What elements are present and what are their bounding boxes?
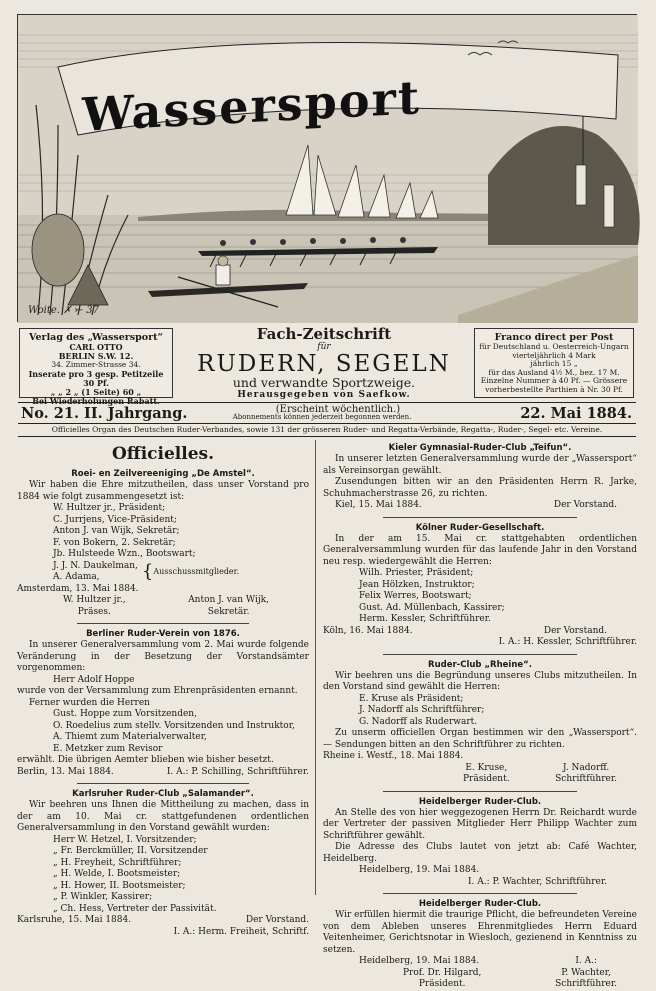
member-group	[17, 561, 309, 584]
member-line: Jean Hölzken, Instruktor;	[359, 579, 475, 590]
masthead-title: Wassersport	[82, 70, 421, 142]
member-line: Herr W. Hetzel, I. Vorsitzender;	[53, 834, 197, 845]
engraver-signature: Woite. ✗ ⤚ 37	[28, 305, 99, 316]
publisher-line: Verlag des „Wassersport“	[29, 332, 163, 343]
divider	[77, 783, 249, 784]
article-text: erwählt. Die übrigen Aemter blieben wie bisher besetzt.	[17, 755, 274, 765]
member-line: E. Metzker zum Revisor	[53, 743, 163, 754]
subscription-note: Abonnements können jederzeit begonnen werden.	[232, 413, 412, 421]
member-line: „ H. Freyheit, Schriftführer;	[53, 857, 182, 868]
signature-name: I. A.: P. Wachter, Schriftführer.	[468, 876, 607, 887]
member-line: J. Nadorff als Schriftführer;	[359, 705, 485, 715]
member-line: Herm. Kessler, Schriftführer.	[359, 614, 491, 624]
signature-name: Der Vorstand.	[553, 500, 617, 510]
article-title: Roei- en Zeilvereeniging „De Amstel“.	[71, 469, 255, 479]
signature-name: J. Nadorff.	[562, 762, 610, 773]
signature-role: Präses.	[77, 606, 111, 617]
masthead-illustration	[17, 14, 637, 322]
publication-subtitle: und verwandte Sportzweige.	[232, 375, 416, 390]
article-title: Berliner Ruder-Verein von 1876.	[86, 629, 240, 639]
signature-role: Präsident.	[418, 979, 466, 989]
member-line: F. von Bokern, 2. Sekretär;	[53, 537, 176, 548]
publisher-address: 34. Zimmer-Strasse 34.	[51, 360, 141, 369]
article-text: Ferner wurden die Herren	[29, 697, 150, 708]
signature-name: Anton J. van Wijk,	[188, 595, 269, 605]
member-line: E. Kruse als Präsident;	[359, 693, 464, 704]
divider	[77, 623, 249, 624]
article-text: Wir haben die Ehre mitzutheilen, dass unser Vorstand pro 1884 wie folgt zusammengesetzt ist:	[17, 480, 309, 502]
section-heading: Officielles.	[111, 444, 215, 464]
member-role: Ausschussmitglieder.	[153, 567, 240, 577]
signature-role: Präsident.	[463, 774, 510, 784]
article-text: In unserer Generalversammlung vom 2. Mai wurde folgende Veränderung in der Besetzung der Vorstandsämter vorgenommen:	[17, 640, 309, 673]
member-line: Anton J. van Wijk, Sekretär;	[53, 526, 180, 536]
signatures	[323, 968, 637, 991]
publisher-box	[19, 328, 173, 406]
article-title: Kölner Ruder-Gesellschaft.	[415, 522, 545, 533]
signature-name: I. A.: H. Kessler, Schriftführer.	[498, 637, 637, 647]
member-line: „ Fr. Berckmüller, II. Vorsitzender	[53, 846, 208, 856]
signature-ia: I. A.:	[575, 956, 597, 966]
issue-number: No. 21. II. Jahrgang.	[21, 405, 188, 422]
divider	[383, 791, 577, 792]
signatures	[323, 763, 637, 786]
ad-price-2: „ „ 2 „ (1 Seite) 60 „	[50, 386, 142, 397]
place-date: Amsterdam, 13. Mai 1884.	[17, 583, 139, 594]
place-signature	[323, 500, 637, 512]
article-text: Herr Adolf Hoppe	[53, 674, 135, 685]
article-title: Heidelberger Ruder-Club.	[418, 796, 542, 807]
signature-name: I. A.: P. Schilling, Schriftführer.	[166, 766, 309, 777]
member-line: A. Thiemt zum Materialverwalter,	[53, 732, 207, 742]
member-line: „ Ch. Hess, Vertreter der Passivität.	[53, 903, 217, 914]
member-line: W. Hultzer jr., Präsident;	[53, 503, 166, 513]
subscription-abroad: für das Ausland 4½ M., bez. 17 M.	[488, 367, 620, 377]
publication-editor: Herausgegeben von Saefkow.	[237, 390, 411, 400]
divider	[383, 517, 577, 518]
subscription-quarterly: vierteljährlich 4 Mark	[512, 350, 596, 360]
place-signature	[323, 626, 637, 638]
publication-header	[176, 326, 472, 400]
member-line: J. J. N. Daukelman,	[53, 560, 138, 571]
place-signature	[323, 956, 637, 968]
member-line: „ P. Winkler, Kassirer;	[53, 892, 153, 902]
article-text: Wir beehren uns Ihnen die Mittheilung zu machen, dass in der am 10. Mai cr. stattgefundenen ordentlichen Generalversammlung in den Vorstand gewählt wurden:	[17, 800, 309, 833]
member-group-role: { Ausschussmitglieder.	[141, 561, 240, 582]
member-line: C. Jurrjens, Vice-Präsident;	[53, 514, 177, 525]
member-line: Gust. Ad. Müllenbach, Kassirer;	[359, 602, 505, 613]
member-line: Gust. Hoppe zum Vorsitzenden,	[53, 709, 197, 719]
member-line: Felix Werres, Bootswart;	[359, 591, 472, 601]
article-text: In der am 15. Mai cr. stattgehabten ordentlichen Generalversammlung wurden für das laufende Jahr in den Vorstand neu resp. wiedergewählt die Herren:	[323, 533, 637, 567]
divider	[383, 893, 577, 894]
article-title: Karlsruher Ruder-Club „Salamander“.	[72, 789, 254, 799]
place-date: Heidelberg, 19. Mai 1884.	[359, 865, 480, 875]
place-date: Heidelberg, 19. Mai 1884.	[359, 956, 480, 966]
single-issue-price: Einzelne Nummer à 40 Pf. — Grössere	[480, 376, 628, 386]
left-column	[17, 440, 309, 938]
article-text: Zu unserm officiellen Organ bestimmen wir den „Wassersport“. — Sendungen bitten an den Schriftführer zu richten.	[323, 728, 637, 750]
divider	[383, 654, 577, 655]
article-text: Wir erfüllen hiermit die traurige Pflicht, die befreundeten Vereine von dem Ableben unseres Ehrenmitgliedes Herrn Eduard Veitenheimer, Gerichtsnotar in Wiesloch, gezienend in Kenntniss zu setzen.	[323, 910, 637, 955]
issue-date: 22. Mai 1884.	[520, 405, 632, 422]
column-divider	[315, 440, 316, 895]
signatures	[17, 595, 309, 618]
publication-fuer: für	[317, 342, 331, 352]
article-title: Heidelberger Ruder-Club.	[418, 899, 542, 909]
publication-type: Fach-Zeitschrift	[256, 325, 392, 343]
member-line: Wilh. Priester, Präsident;	[359, 568, 474, 578]
place-date: Rheine i. Westf., 18. Mai 1884.	[323, 751, 464, 761]
signature-name: E. Kruse,	[465, 762, 508, 773]
article-text: In unserer letzten Generalversammlung wurde der „Wassersport“ als Vereinsorgan gewählt.	[323, 454, 637, 476]
signature-name: Prof. Dr. Hilgard,	[403, 967, 482, 978]
member-line: „ H. Welde, I. Bootsmeister;	[53, 869, 181, 879]
ad-price-1: Inserate pro 3 gesp. Petitzeile 30 Pf.	[28, 368, 164, 388]
member-line: G. Nadorff als Ruderwart.	[359, 716, 478, 727]
place-date: Köln, 16. Mai 1884.	[323, 625, 413, 636]
article-text: Die Adresse des Clubs lautet von jetzt ab: Café Wachter, Heidelberg.	[323, 842, 637, 864]
article-text: Wir beehren uns die Begründung unseres Clubs mitzutheilen. In den Vorstand sind gewählt die Herren:	[323, 670, 637, 692]
place-signature	[17, 915, 309, 927]
signature-name: P. Wachter,	[561, 967, 611, 978]
place-date: Berlin, 13. Mai 1884.	[17, 766, 114, 777]
article-title: Ruder-Club „Rheine“.	[428, 659, 532, 670]
member-line: Jb. Hulsteede Wzn., Bootswart;	[53, 549, 196, 559]
official-organ-line: Officielles Organ des Deutschen Ruder-Verbandes, sowie 131 der grösseren Ruder- und Regatta-Verbände, Regatta-, Ruder-, Segel- etc. Vereine.	[18, 425, 636, 437]
signature-name: I. A.: Herm. Freiheit, Schriftf.	[173, 926, 309, 937]
publication-topics: RUDERN, SEGELN	[197, 351, 451, 377]
publisher-name: CARL OTTO	[69, 342, 123, 352]
ad-discount: Bei Wiederholungen Rabatt.	[32, 395, 160, 406]
subscription-region: für Deutschland u. Oesterreich-Ungarn	[479, 342, 629, 351]
right-column	[323, 440, 637, 991]
article-text: Zusendungen bitten wir an den Präsidenten Herrn R. Jarke, Schuhmacherstrasse 26, zu richten.	[323, 477, 637, 499]
member-line: O. Roedelius zum stellv. Vorsitzenden und Instruktor,	[53, 720, 295, 731]
subscription-title: Franco direct per Post	[494, 332, 614, 343]
signature-name: Der Vorstand.	[543, 625, 607, 636]
engraving-scene	[18, 15, 638, 323]
signature-role: Schriftführer.	[555, 979, 617, 989]
issue-frequency: (Erscheint wöchentlich.)	[275, 404, 401, 415]
publisher-city: BERLIN S.W. 12.	[58, 351, 134, 361]
member-line: A. Adama,	[53, 572, 100, 582]
signature-role: Schriftführer.	[555, 774, 617, 784]
signature-name: W. Hultzer jr.,	[63, 595, 126, 605]
subscription-box	[474, 328, 634, 398]
bulk-price: vorherbestellte Parthien à Nr. 30 Pf.	[485, 384, 623, 394]
signature-name: Der Vorstand.	[245, 915, 309, 925]
subscription-yearly: jährlich 15 „	[530, 359, 578, 369]
member-line: „ H. Hower, II. Bootsmeister;	[53, 880, 186, 891]
place-signature	[17, 767, 309, 779]
article-title: Kieler Gymnasial-Ruder-Club „Teifun“.	[388, 443, 572, 453]
place-date: Karlsruhe, 15. Mai 1884.	[17, 915, 132, 925]
place-date: Kiel, 15. Mai 1884.	[335, 500, 422, 510]
signature-role: Sekretär.	[207, 606, 250, 617]
article-text: wurde von der Versammlung zum Ehrenpräsidenten ernannt.	[17, 686, 298, 696]
article-text: An Stelle des von hier weggezogenen Herrn Dr. Reichardt wurde der Vertreter der passiven Mitglieder Herr Philipp Wachter zum Schriftführer gewählt.	[323, 807, 637, 841]
